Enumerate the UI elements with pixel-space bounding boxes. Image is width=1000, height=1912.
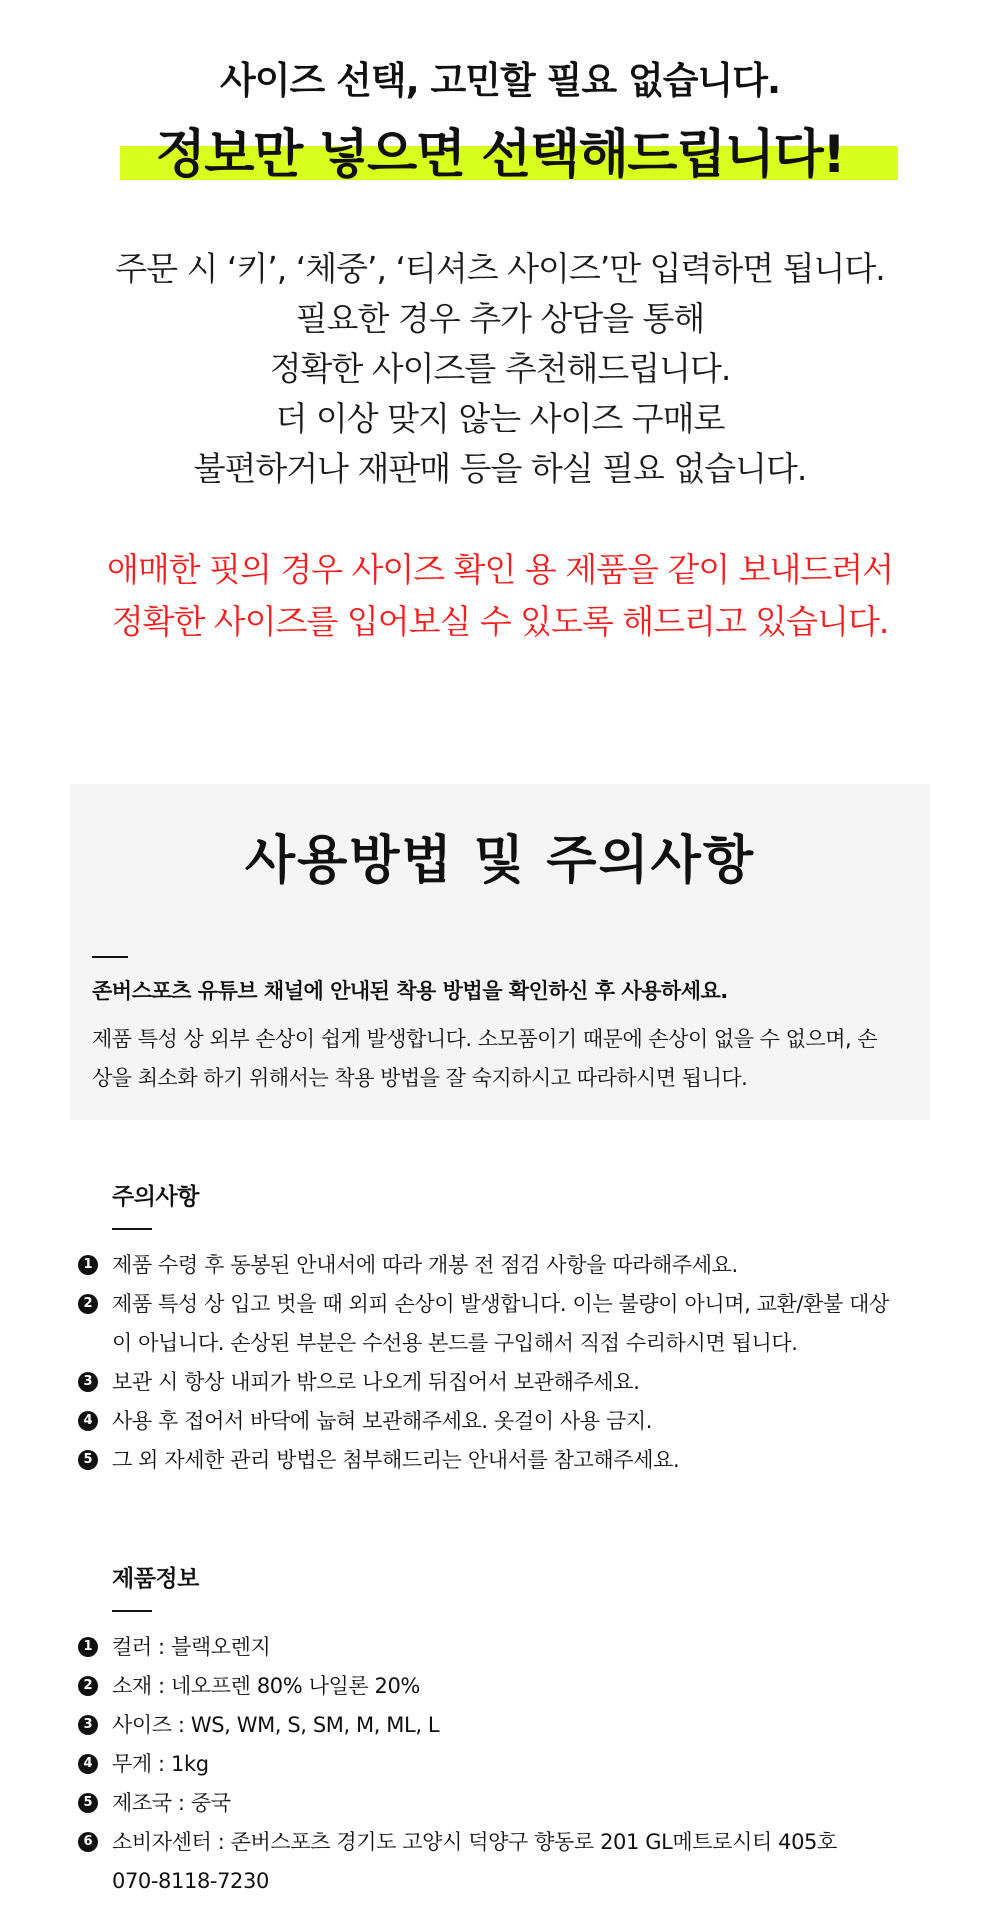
item-text: 이 아닙니다. 손상된 부분은 수선용 본드를 구입해서 직접 수리하시면 됩니다. [112,1331,798,1355]
item-text: 컬러 : 블랙오렌지 [112,1635,271,1659]
number-badge-icon: 3 [78,1715,98,1735]
list-item [78,1784,938,1823]
usage-text-line: 상을 최소화 하기 위해서는 착용 방법을 잘 숙지하시고 따라하시면 됩니다. [92,1066,748,1090]
fit-check-note [0,544,1000,648]
number-badge-icon: 5 [78,1793,98,1813]
usage-text-line: 제품 특성 상 외부 손상이 쉽게 발생합니다. 소모품이기 때문에 손상이 없을 수 없으며, 손 [92,1027,878,1051]
list-item [78,1285,938,1363]
usage-instructions-box [70,784,930,1120]
note-line: 애매한 핏의 경우 사이즈 확인 용 제품을 같이 보내드려서 [106,550,894,589]
number-badge-icon: 3 [78,1372,98,1392]
item-text: 제조국 : 중국 [112,1791,231,1815]
number-badge-icon: 2 [78,1676,98,1696]
list-item [78,1402,938,1441]
item-text: 그 외 자세한 관리 방법은 첨부해드리는 안내서를 참고해주세요. [112,1448,680,1472]
cautions-section [78,1180,938,1500]
product-info-section [78,1562,938,1907]
item-text: 제품 수령 후 동봉된 안내서에 따라 개봉 전 점검 사항을 따라해주세요. [112,1253,738,1277]
note-line: 정확한 사이즈를 입어보실 수 있도록 해드리고 있습니다. [111,602,889,641]
list-item [78,1745,938,1784]
description-line: 필요한 경우 추가 상담을 통해 [295,299,705,338]
number-badge-icon: 5 [78,1450,98,1470]
list-item [78,1823,938,1901]
number-badge-icon: 1 [78,1637,98,1657]
list-item [78,1667,938,1706]
item-text: 사이즈 : WS, WM, S, SM, M, ML, L [112,1713,440,1737]
description-line: 더 이상 맞지 않는 사이즈 구매로 [275,399,725,438]
usage-title: 사용방법 및 주의사항 [244,831,756,891]
cautions-title: 주의사항 [112,1184,199,1210]
number-badge-icon: 1 [78,1255,98,1275]
divider [112,1610,152,1612]
hero-subtitle: 사이즈 선택, 고민할 필요 없습니다. [219,59,781,102]
item-text: 소재 : 네오프렌 80% 나일론 20% [112,1674,420,1698]
product-info-list [78,1628,938,1901]
item-text: 사용 후 접어서 바닥에 눕혀 보관해주세요. 옷걸이 사용 금지. [112,1409,653,1433]
usage-text [92,1020,912,1098]
description-line: 주문 시 ‘키’, ‘체중’, ‘티셔츠 사이즈’만 입력하면 됩니다. [115,249,885,288]
list-item [78,1706,938,1745]
list-item [78,1441,938,1480]
list-item [78,1246,938,1285]
list-item [78,1363,938,1402]
hero-title: 정보만 넣으면 선택해드립니다! [155,125,845,185]
item-text: 소비자센터 : 존버스포츠 경기도 고양시 덕양구 향동로 201 GL메트로시티 405호 [112,1830,837,1854]
item-text: 무게 : 1kg [112,1752,209,1776]
product-info-title: 제품정보 [112,1566,199,1592]
hero-description [0,244,1000,494]
item-text: 보관 시 항상 내피가 밖으로 나오게 뒤집어서 보관해주세요. [112,1370,640,1394]
divider [92,956,128,958]
description-line: 불편하거나 재판매 등을 하실 필요 없습니다. [193,449,807,488]
number-badge-icon: 6 [78,1832,98,1852]
divider [112,1228,152,1230]
usage-heading: 존버스포츠 유튜브 채널에 안내된 착용 방법을 확인하신 후 사용하세요. [92,979,728,1003]
number-badge-icon: 2 [78,1294,98,1314]
cautions-list [78,1246,938,1480]
number-badge-icon: 4 [78,1754,98,1774]
number-badge-icon: 4 [78,1411,98,1431]
list-item [78,1628,938,1667]
item-text: 제품 특성 상 입고 벗을 때 외피 손상이 발생합니다. 이는 불량이 아니며, 교환/환불 대상 [112,1292,889,1316]
item-text: 070-8118-7230 [112,1869,269,1893]
description-line: 정확한 사이즈를 추천해드립니다. [269,349,731,388]
